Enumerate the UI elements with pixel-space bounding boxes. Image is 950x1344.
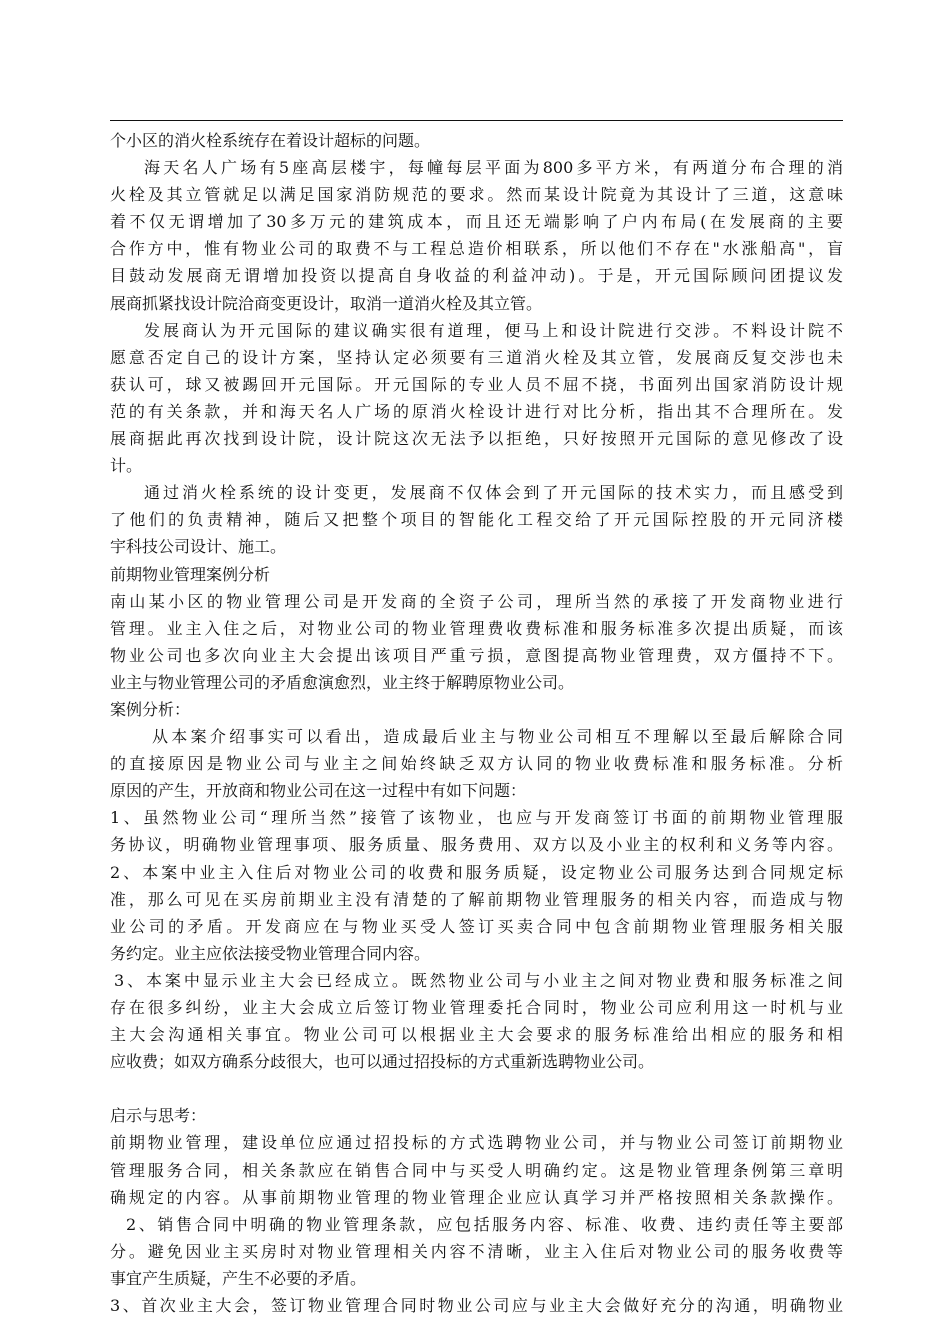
text-line: 务协议，明确物业管理事项、服务质量、服务费用、双方以及小业主的权利和义务等内容。 (110, 835, 843, 855)
text-line: 从本案介绍事实可以看出，造成最后业主与物业公司相互不理解以至最后解除合同 (152, 727, 843, 747)
document-body (110, 127, 843, 1319)
text-line: 展商据此再次找到设计院，设计院这次无法予以拒绝，只好按照开元国际的意见修改了设 (110, 429, 843, 449)
text-line: 计。 (110, 456, 143, 476)
text-line: 物业公司也多次向业主大会提出该项目严重亏损，意图提高物业管理费，双方僵持不下。 (110, 645, 843, 665)
text-line: 管理服务合同，相关条款应在销售合同中与买受人明确约定。这是物业管理条例第三章明 (110, 1160, 843, 1180)
text-line: 2、本案中业主入住后对物业公司的收费和服务质疑，设定物业公司服务达到合同规定标 (110, 862, 843, 882)
text-line: 获认可，球又被踢回开元国际。开元国际的专业人员不屈不挠，书面列出国家消防设计规 (110, 374, 843, 394)
text-line: 目鼓动发展商无谓增加投资以提高自身收益的利益冲动)。于是，开元国际顾问团提议发 (110, 266, 843, 286)
text-line: 业主与物业管理公司的矛盾愈演愈烈，业主终于解聘原物业公司。 (110, 672, 575, 692)
text-line: 范的有关条款，并和海天名人广场的原消火栓设计进行对比分析，指出其不合理所在。发 (110, 401, 843, 421)
text-line: 原因的产生，开放商和物业公司在这一过程中有如下问题： (110, 781, 527, 801)
text-line: 准，那么可见在买房前期业主没有清楚的了解前期物业管理服务的相关内容，而造成与物 (110, 889, 843, 909)
text-line: 存在很多纠纷，业主大会成立后签订物业管理委托合同时，物业公司应利用这一时机与业 (110, 998, 843, 1017)
text-line: 着不仅无谓增加了30多万元的建筑成本，而且还无端影响了户内布局(在发展商的主要 (110, 212, 843, 232)
text-line: 务约定。业主应依法接受物业管理合同内容。 (110, 943, 431, 963)
text-line: 前期物业管理案例分析 (110, 564, 271, 584)
text-line: 3、本案中显示业主大会已经成立。既然物业公司与小业主之间对物业费和服务标准之间 (114, 970, 843, 990)
text-line: 1、虽然物业公司“理所当然”接管了该物业，也应与开发商签订书面的前期物业管理服 (110, 808, 843, 828)
text-line: 通过消火栓系统的设计变更，发展商不仅体会到了开元国际的技术实力，而且感受到 (144, 483, 843, 503)
text-line: 合作方中，惟有物业公司的取费不与工程总造价相联系，所以他们不存在"水涨船高"，盲 (110, 239, 843, 259)
text-line: 2、销售合同中明确的物业管理条款，应包括服务内容、标准、收费、违约责任等主要部 (126, 1214, 843, 1234)
text-line: 3、首次业主大会，签订物业管理合同时物业公司应与业主大会做好充分的沟通，明确物业 (110, 1296, 843, 1316)
document-page (110, 0, 843, 1344)
text-line: 发展商认为开元国际的建议确实很有道理，便马上和设计院进行交涉。不料设计院不 (144, 320, 843, 340)
blank-line (110, 1075, 843, 1102)
text-line: 个小区的消火栓系统存在着设计超标的问题。 (110, 131, 431, 150)
text-line: 主大会沟通相关事宜。物业公司可以根据业主大会要求的服务标准给出相应的服务和相 (110, 1025, 843, 1045)
text-line: 火栓及其立管就足以满足国家消防规范的要求。然而某设计院竟为其设计了三道，这意味 (110, 185, 843, 205)
text-line: 事宜产生质疑，产生不必要的矛盾。 (110, 1268, 367, 1288)
text-line: 案例分析： (110, 699, 191, 719)
text-line: 愿意否定自己的设计方案，坚持认定必须要有三道消火栓及其立管，发展商反复交涉也未 (110, 347, 843, 367)
text-line: 管理。业主入住之后，对物业公司的物业管理费收费标准和服务标准多次提出质疑，而该 (110, 618, 843, 638)
text-line: 启示与思考： (110, 1106, 207, 1126)
text-line: 应收费；如双方确系分歧很大，也可以通过招投标的方式重新选聘物业公司。 (110, 1052, 655, 1072)
text-line: 了他们的负责精神，随后又把整个项目的智能化工程交给了开元国际控股的开元同济楼 (110, 510, 843, 530)
text-line: 展商抓紧找设计院洽商变更设计，取消一道消火栓及其立管。 (110, 293, 543, 313)
header-rule (110, 120, 843, 121)
text-line: 宇科技公司设计、施工。 (110, 537, 287, 557)
text-line: 前期物业管理，建设单位应通过招投标的方式选聘物业公司，并与物业公司签订前期物业 (110, 1133, 843, 1153)
text-line: 海天名人广场有5座高层楼宇，每幢每层平面为800多平方米，有两道分布合理的消 (144, 158, 843, 178)
text-line: 的直接原因是物业公司与业主之间始终缺乏双方认同的物业收费标准和服务标准。分析 (110, 754, 843, 774)
text-line: 分。避免因业主买房时对物业管理相关内容不清晰，业主入住后对物业公司的服务收费等 (110, 1241, 843, 1261)
text-line: 确规定的内容。从事前期物业管理的物业管理企业应认真学习并严格按照相关条款操作。 (110, 1187, 843, 1207)
text-line: 南山某小区的物业管理公司是开发商的全资子公司，理所当然的承接了开发商物业进行 (110, 591, 843, 611)
text-line: 业公司的矛盾。开发商应在与物业买受人签订买卖合同中包含前期物业管理服务相关服 (110, 916, 843, 936)
